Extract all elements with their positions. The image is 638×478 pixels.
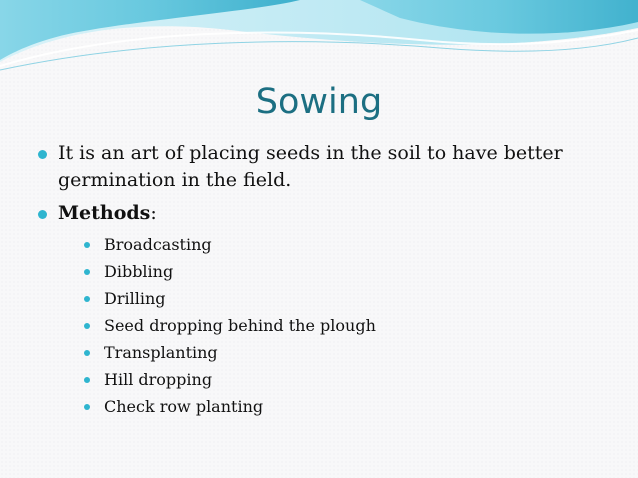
method-item — [84, 231, 624, 258]
bullet-methods — [38, 200, 598, 420]
method-label: Seed dropping behind the plough — [104, 316, 376, 335]
method-label: Transplanting — [104, 343, 218, 362]
sub-bullet-dot-icon — [84, 296, 90, 302]
method-label: Broadcasting — [104, 235, 212, 254]
method-label: Drilling — [104, 289, 166, 308]
definition-text: It is an art of placing seeds in the soil to have better germination in the field. — [58, 142, 563, 191]
method-label: Check row planting — [104, 397, 264, 416]
sub-bullet-dot-icon — [84, 269, 90, 275]
methods-list — [84, 231, 624, 420]
methods-label: Methods — [58, 202, 151, 224]
sub-bullet-dot-icon — [84, 404, 90, 410]
bullet-dot-icon — [38, 210, 47, 219]
method-item — [84, 258, 624, 285]
method-item — [84, 339, 624, 366]
bullet-dot-icon — [38, 150, 47, 159]
methods-colon: : — [150, 202, 157, 224]
sub-bullet-dot-icon — [84, 242, 90, 248]
sub-bullet-dot-icon — [84, 377, 90, 383]
method-label: Dibbling — [104, 262, 174, 281]
method-item — [84, 393, 624, 420]
bullet-list — [38, 140, 598, 420]
sub-bullet-dot-icon — [84, 350, 90, 356]
method-label: Hill dropping — [104, 370, 213, 389]
method-item — [84, 312, 624, 339]
method-item — [84, 366, 624, 393]
header-wave-decoration — [0, 0, 638, 80]
sub-bullet-dot-icon — [84, 323, 90, 329]
bullet-definition — [38, 140, 598, 194]
method-item — [84, 285, 624, 312]
slide-title: Sowing — [255, 82, 383, 122]
